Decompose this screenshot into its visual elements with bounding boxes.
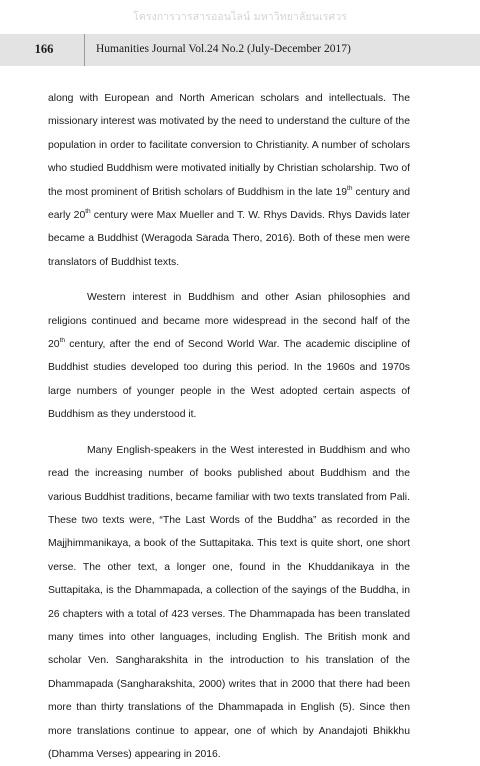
superscript-th: th [85, 208, 91, 216]
superscript-th: th [347, 184, 353, 192]
paragraph-1-text: century were Max Mueller and T. W. Rhys Davids. Rhys Davids later became a Buddhist (Weragoda Sarada Thero, 2016). Both of these men were translators of Buddhist texts. [48, 210, 410, 268]
paragraph-2-text: Western interest in Buddhism and other Asian philosophies and religions continued and became more widespread in the second half of the 20 [48, 292, 410, 351]
paragraph-2-text: century, after the end of Second World War. The academic discipline of Buddhist studies developed too during this period. In the 1960s and 1970s large numbers of younger people in the West adopted certain aspects of Buddhism as they understood it. [48, 339, 410, 421]
paragraph-1 [48, 87, 410, 274]
paragraph-3 [48, 439, 410, 766]
paragraph-1-text: century and early 20 [48, 186, 411, 222]
body-text [48, 87, 410, 766]
watermark: โครงการวารสารออนไลน์ มหาวิทยาลัยนเรศวร [132, 11, 348, 23]
superscript-th: th [59, 337, 65, 345]
page-number: 166 [34, 42, 54, 56]
header-divider [84, 34, 85, 66]
paragraph-3-text: Many English-speakers in the West interested in Buddhism and who read the increasing number of books published about Buddhism and the various Buddhist traditions, became familiar with two texts translated from Pali. These two texts were, “The Last Words of the Buddha” as recorded in the Majjhimmanikaya, a book of the Suttapitaka. This text is quite short, one short verse. The other text, a longer one, found in the Khuddanikaya in the Suttapitaka, is the Dhammapada, a collection of the sayings of the Buddha, in 26 chapters with a total of 423 verses. The Dhammapada has been translated many times into other languages, including English. The British monk and scholar Ven. Sangharakshita in the introduction to his translation of the Dhammapada (Sangharakshita, 2000) writes that in 2000 that there had been more than thirty translations of the Dhammapada in English (5). Since then more translations continue to appear, one of which by Anandajoti Bhikkhu (Dhamma Verses) appearing in 2016. [48, 444, 410, 760]
paragraph-2 [48, 286, 410, 426]
paragraph-1-text: along with European and North American scholars and intellectuals. The missionary interest was motivated by the need to understand the culture of the population in order to facilitate conversion to Christianity. A number of scholars who studied Buddhism were motivated initially by Christian scholarship. Two of the most prominent of British scholars of Buddhism in the late 19 [48, 93, 410, 198]
running-head: Humanities Journal Vol.24 No.2 (July-December 2017) [96, 43, 351, 55]
